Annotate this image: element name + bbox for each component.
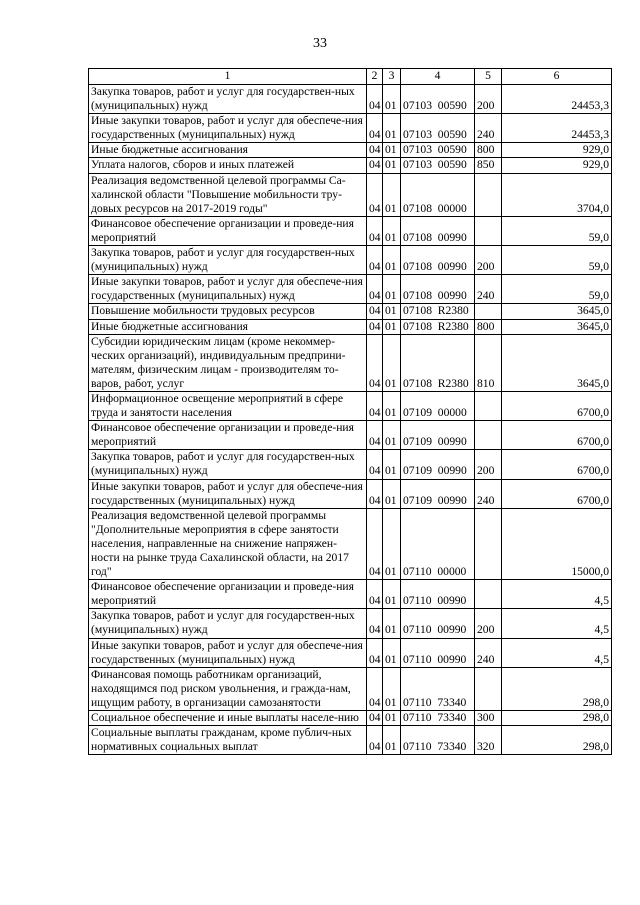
row-amount: 15000,0 <box>502 508 612 579</box>
row-name: Иные закупки товаров, работ и услуг для обеспече-ния государственных (муниципальных) нужд <box>89 479 367 508</box>
table-row <box>89 580 612 609</box>
row-expense-type: 200 <box>475 246 502 275</box>
row-amount: 298,0 <box>502 711 612 726</box>
row-subsection: 01 <box>383 609 401 638</box>
table-row <box>89 114 612 143</box>
row-expense-type <box>475 304 502 319</box>
row-expense-type <box>475 391 502 420</box>
row-subsection: 01 <box>383 580 401 609</box>
table-row <box>89 667 612 710</box>
row-subsection: 01 <box>383 173 401 216</box>
row-name: Повышение мобильности трудовых ресурсов <box>89 304 367 319</box>
row-name: Субсидии юридическим лицам (кроме некоммер-ческих организаций), индивидуальным предприни-мателям, физическим лицам - производителям то-варов, работ, услуг <box>89 334 367 391</box>
row-subsection: 01 <box>383 450 401 479</box>
table-row <box>89 319 612 334</box>
table-row <box>89 421 612 450</box>
row-target-article: 07103 00590 <box>401 114 475 143</box>
row-section: 04 <box>367 246 383 275</box>
row-subsection: 01 <box>383 319 401 334</box>
table-row <box>89 334 612 391</box>
row-section: 04 <box>367 143 383 158</box>
table-row <box>89 173 612 216</box>
row-subsection: 01 <box>383 508 401 579</box>
table-row <box>89 450 612 479</box>
row-section: 04 <box>367 173 383 216</box>
table-row <box>89 304 612 319</box>
row-subsection: 01 <box>383 246 401 275</box>
row-subsection: 01 <box>383 143 401 158</box>
table-row <box>89 143 612 158</box>
table-row <box>89 609 612 638</box>
table-row <box>89 216 612 245</box>
row-subsection: 01 <box>383 391 401 420</box>
row-section: 04 <box>367 609 383 638</box>
row-subsection: 01 <box>383 638 401 667</box>
row-subsection: 01 <box>383 479 401 508</box>
row-name: Финансовая помощь работникам организаций, находящимся под риском увольнения, и гражда-нам, ищущим работу, в организации самозанятости <box>89 667 367 710</box>
header-expense-type: 5 <box>475 69 502 85</box>
row-expense-type <box>475 216 502 245</box>
row-section: 04 <box>367 667 383 710</box>
row-amount: 3645,0 <box>502 304 612 319</box>
row-amount: 3645,0 <box>502 319 612 334</box>
row-subsection: 01 <box>383 667 401 710</box>
row-expense-type: 850 <box>475 158 502 173</box>
row-amount: 298,0 <box>502 667 612 710</box>
row-target-article: 07110 00990 <box>401 609 475 638</box>
row-name: Социальные выплаты гражданам, кроме публич-ных нормативных социальных выплат <box>89 726 367 755</box>
row-name: Иные бюджетные ассигнования <box>89 143 367 158</box>
budget-table <box>88 68 612 755</box>
row-expense-type: 240 <box>475 479 502 508</box>
header-amount: 6 <box>502 69 612 85</box>
row-section: 04 <box>367 114 383 143</box>
table-row <box>89 275 612 304</box>
row-target-article: 07110 00000 <box>401 508 475 579</box>
row-expense-type: 800 <box>475 319 502 334</box>
row-section: 04 <box>367 85 383 114</box>
row-expense-type: 240 <box>475 638 502 667</box>
row-expense-type: 200 <box>475 450 502 479</box>
row-section: 04 <box>367 319 383 334</box>
header-section: 2 <box>367 69 383 85</box>
row-subsection: 01 <box>383 114 401 143</box>
row-target-article: 07108 R2380 <box>401 319 475 334</box>
row-section: 04 <box>367 391 383 420</box>
row-name: Информационное освещение мероприятий в сфере труда и занятости населения <box>89 391 367 420</box>
row-target-article: 07109 00990 <box>401 479 475 508</box>
header-subsection: 3 <box>383 69 401 85</box>
row-section: 04 <box>367 726 383 755</box>
row-expense-type: 300 <box>475 711 502 726</box>
row-section: 04 <box>367 334 383 391</box>
row-target-article: 07110 73340 <box>401 667 475 710</box>
row-target-article: 07103 00590 <box>401 143 475 158</box>
row-amount: 59,0 <box>502 246 612 275</box>
row-amount: 4,5 <box>502 580 612 609</box>
row-expense-type: 200 <box>475 85 502 114</box>
row-subsection: 01 <box>383 85 401 114</box>
page-number: 33 <box>313 36 327 51</box>
row-amount: 6700,0 <box>502 450 612 479</box>
row-name: Иные закупки товаров, работ и услуг для обеспече-ния государственных (муниципальных) нужд <box>89 275 367 304</box>
row-subsection: 01 <box>383 726 401 755</box>
row-name: Закупка товаров, работ и услуг для государствен-ных (муниципальных) нужд <box>89 609 367 638</box>
table-row <box>89 711 612 726</box>
row-name: Социальное обеспечение и иные выплаты населе-нию <box>89 711 367 726</box>
row-target-article: 07109 00990 <box>401 450 475 479</box>
row-subsection: 01 <box>383 275 401 304</box>
row-target-article: 07108 R2380 <box>401 334 475 391</box>
row-amount: 4,5 <box>502 609 612 638</box>
row-expense-type <box>475 173 502 216</box>
row-section: 04 <box>367 304 383 319</box>
row-name: Финансовое обеспечение организации и проведе-ния мероприятий <box>89 216 367 245</box>
row-subsection: 01 <box>383 304 401 319</box>
row-target-article: 07109 00000 <box>401 391 475 420</box>
row-target-article: 07110 73340 <box>401 726 475 755</box>
row-amount: 6700,0 <box>502 391 612 420</box>
row-amount: 3704,0 <box>502 173 612 216</box>
row-target-article: 07108 00990 <box>401 216 475 245</box>
row-name: Иные закупки товаров, работ и услуг для обеспече-ния государственных (муниципальных) нужд <box>89 638 367 667</box>
row-expense-type: 200 <box>475 609 502 638</box>
row-subsection: 01 <box>383 421 401 450</box>
row-expense-type: 810 <box>475 334 502 391</box>
row-target-article: 07103 00590 <box>401 85 475 114</box>
row-target-article: 07108 R2380 <box>401 304 475 319</box>
row-amount: 6700,0 <box>502 421 612 450</box>
row-amount: 298,0 <box>502 726 612 755</box>
row-name: Финансовое обеспечение организации и проведе-ния мероприятий <box>89 580 367 609</box>
header-target-article: 4 <box>401 69 475 85</box>
row-name: Уплата налогов, сборов и иных платежей <box>89 158 367 173</box>
row-section: 04 <box>367 450 383 479</box>
table-header-row <box>89 69 612 85</box>
row-name: Закупка товаров, работ и услуг для государствен-ных (муниципальных) нужд <box>89 246 367 275</box>
row-name: Реализация ведомственной целевой программы "Дополнительные мероприятия в сфере занятости населения, направленные на снижение напряжен-ности на рынке труда Сахалинской области, на 2017 год" <box>89 508 367 579</box>
row-section: 04 <box>367 508 383 579</box>
row-target-article: 07110 00990 <box>401 580 475 609</box>
row-target-article: 07108 00990 <box>401 246 475 275</box>
row-target-article: 07108 00990 <box>401 275 475 304</box>
row-expense-type <box>475 667 502 710</box>
table-row <box>89 479 612 508</box>
row-amount: 3645,0 <box>502 334 612 391</box>
row-expense-type: 320 <box>475 726 502 755</box>
table-row <box>89 638 612 667</box>
row-amount: 24453,3 <box>502 85 612 114</box>
row-amount: 24453,3 <box>502 114 612 143</box>
row-subsection: 01 <box>383 216 401 245</box>
row-amount: 59,0 <box>502 275 612 304</box>
row-expense-type <box>475 580 502 609</box>
row-expense-type: 240 <box>475 275 502 304</box>
row-subsection: 01 <box>383 711 401 726</box>
row-target-article: 07108 00000 <box>401 173 475 216</box>
row-section: 04 <box>367 638 383 667</box>
row-subsection: 01 <box>383 334 401 391</box>
row-section: 04 <box>367 216 383 245</box>
row-target-article: 07110 00990 <box>401 638 475 667</box>
row-amount: 929,0 <box>502 158 612 173</box>
row-expense-type <box>475 421 502 450</box>
row-section: 04 <box>367 479 383 508</box>
table-row <box>89 158 612 173</box>
table-row <box>89 85 612 114</box>
row-amount: 6700,0 <box>502 479 612 508</box>
row-target-article: 07103 00590 <box>401 158 475 173</box>
row-section: 04 <box>367 275 383 304</box>
row-amount: 59,0 <box>502 216 612 245</box>
row-section: 04 <box>367 711 383 726</box>
row-amount: 4,5 <box>502 638 612 667</box>
row-expense-type <box>475 508 502 579</box>
row-target-article: 07110 73340 <box>401 711 475 726</box>
table-row <box>89 246 612 275</box>
row-name: Закупка товаров, работ и услуг для государствен-ных (муниципальных) нужд <box>89 450 367 479</box>
row-name: Финансовое обеспечение организации и проведе-ния мероприятий <box>89 421 367 450</box>
header-name: 1 <box>89 69 367 85</box>
row-name: Иные бюджетные ассигнования <box>89 319 367 334</box>
table-row <box>89 726 612 755</box>
row-expense-type: 800 <box>475 143 502 158</box>
table-row <box>89 391 612 420</box>
row-section: 04 <box>367 421 383 450</box>
row-section: 04 <box>367 158 383 173</box>
row-name: Закупка товаров, работ и услуг для государствен-ных (муниципальных) нужд <box>89 85 367 114</box>
row-section: 04 <box>367 580 383 609</box>
row-target-article: 07109 00990 <box>401 421 475 450</box>
row-name: Иные закупки товаров, работ и услуг для обеспече-ния государственных (муниципальных) нужд <box>89 114 367 143</box>
row-subsection: 01 <box>383 158 401 173</box>
row-name: Реализация ведомственной целевой программы Са-халинской области "Повышение мобильности тру-довых ресурсов на 2017-2019 годы" <box>89 173 367 216</box>
row-expense-type: 240 <box>475 114 502 143</box>
table-row <box>89 508 612 579</box>
row-amount: 929,0 <box>502 143 612 158</box>
